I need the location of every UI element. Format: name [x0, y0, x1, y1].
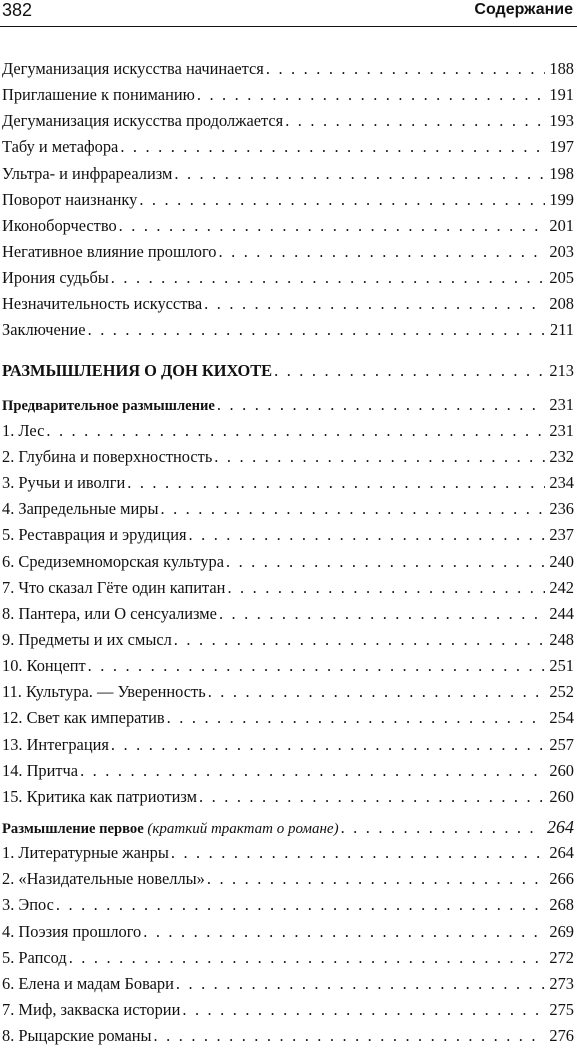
toc-entry[interactable] — [2, 418, 574, 444]
toc-entry-title: 15. Критика как патриотизм — [2, 786, 198, 806]
toc-entry[interactable] — [2, 56, 574, 82]
toc-entry[interactable] — [2, 496, 574, 522]
toc-entry-page: 231 — [549, 420, 574, 440]
toc-entry-page: 251 — [549, 656, 574, 676]
toc-entry-title: 5. Реставрация и эрудиция — [2, 525, 187, 545]
toc-entry-title: 2. Глубина и поверхностность — [2, 446, 213, 466]
toc-entry-title: Предварительное размышление — [2, 397, 215, 414]
leader-dots — [46, 418, 545, 444]
running-header — [0, 0, 577, 27]
toc-entry-title: 6. Средиземноморская культура — [2, 551, 224, 571]
toc-entry[interactable] — [2, 892, 574, 918]
leader-dots — [154, 1023, 546, 1049]
toc-entry-page: 213 — [549, 360, 574, 380]
leader-dots — [174, 627, 546, 653]
toc-entry-title: 13. Интеграция — [2, 734, 109, 754]
toc-entry-title: 5. Рапсод — [2, 947, 67, 967]
toc-entry-page: 234 — [549, 473, 574, 493]
toc-entry[interactable] — [2, 470, 574, 496]
toc-entry-title: Негативное влияние прошлого — [2, 241, 217, 261]
leader-dots — [120, 134, 545, 160]
toc-entry-page: 201 — [549, 215, 574, 235]
leader-dots — [204, 291, 545, 317]
toc-entry-page: 264 — [547, 816, 574, 837]
leader-dots — [171, 840, 546, 866]
toc-entry-title-main: Размышление первое — [2, 820, 144, 837]
toc-entry[interactable] — [2, 784, 574, 810]
leader-dots — [167, 705, 546, 731]
toc-entry[interactable] — [2, 997, 574, 1023]
toc-entry-page: 236 — [549, 499, 574, 519]
toc-entry-title: Дегуманизация искусства начинается — [2, 59, 264, 78]
toc-entry-page: 252 — [549, 682, 574, 702]
toc-entry-page: 273 — [549, 973, 574, 993]
toc-entry[interactable] — [2, 549, 574, 575]
toc-entry[interactable] — [2, 732, 574, 758]
toc-entry-subtitle: (краткий трактат о романе) — [147, 820, 339, 837]
toc-entry-title: РАЗМЫШЛЕНИЯ О ДОН КИХОТЕ — [2, 360, 273, 380]
leader-dots — [111, 265, 546, 291]
toc-entry-title: 7. Что сказал Гёте один капитан — [2, 577, 226, 597]
toc-entry-title: 8. Рыцарские романы — [2, 1026, 152, 1046]
leader-dots — [111, 732, 545, 758]
toc-entry[interactable] — [2, 575, 574, 601]
running-title: Содержание — [474, 1, 573, 18]
toc-entry-title: Ультра- и инфрареализм — [2, 163, 173, 183]
toc-entry[interactable] — [2, 239, 574, 265]
toc-entry[interactable] — [2, 291, 574, 317]
toc-entry-page: 199 — [549, 189, 574, 209]
leader-dots — [219, 601, 545, 627]
toc-entry-page: 203 — [549, 241, 574, 261]
toc-entry-page: 231 — [549, 394, 574, 414]
leader-dots — [285, 108, 545, 134]
toc-entry[interactable] — [2, 705, 574, 731]
toc-entry-page: 197 — [549, 137, 574, 157]
toc-chapter-entry[interactable] — [2, 814, 574, 840]
leader-dots — [80, 758, 545, 784]
leader-dots — [139, 187, 545, 213]
toc-entry-page: 260 — [549, 786, 574, 806]
toc-entry[interactable] — [2, 213, 574, 239]
leader-dots — [217, 392, 546, 418]
toc-entry[interactable] — [2, 653, 574, 679]
leader-dots — [227, 575, 545, 601]
toc-group-dehumanization — [2, 56, 574, 344]
toc-entry[interactable] — [2, 134, 574, 160]
toc-entry-title: Заключение — [2, 320, 86, 340]
toc-entry[interactable] — [2, 919, 574, 945]
toc-entry[interactable] — [2, 1023, 574, 1049]
toc-part-entry[interactable] — [2, 358, 574, 384]
toc-entry-page: 269 — [549, 921, 574, 941]
toc-entry-page: 237 — [549, 525, 574, 545]
leader-dots — [143, 919, 545, 945]
toc-entry-title: 1. Лес — [2, 420, 45, 440]
toc-entry[interactable] — [2, 971, 574, 997]
toc-entry-title: 10. Концепт — [2, 656, 86, 676]
leader-dots — [199, 784, 545, 810]
toc-entry-page: 193 — [549, 111, 574, 131]
toc-entry[interactable] — [2, 265, 574, 291]
toc-entry[interactable] — [2, 161, 574, 187]
toc-entry[interactable] — [2, 187, 574, 213]
toc-entry[interactable] — [2, 522, 574, 548]
toc-entry[interactable] — [2, 866, 574, 892]
toc-entry-page: 248 — [549, 629, 574, 649]
leader-dots — [208, 679, 546, 705]
toc-entry-title: 3. Эпос — [2, 895, 54, 915]
leader-dots — [266, 56, 546, 82]
toc-entry-page: 244 — [549, 603, 574, 623]
leader-dots — [274, 358, 545, 384]
toc-entry-page: 264 — [549, 843, 574, 863]
table-of-contents — [2, 56, 574, 1049]
leader-dots — [88, 317, 546, 343]
leader-dots — [160, 496, 545, 522]
toc-entry-title: 2. «Назидательные новеллы» — [2, 869, 205, 889]
leader-dots — [176, 971, 546, 997]
leader-dots — [56, 892, 546, 918]
toc-entry-page: 240 — [549, 551, 574, 571]
leader-dots — [189, 522, 546, 548]
toc-entry-title: 14. Притча — [2, 760, 79, 780]
toc-entry-title: 9. Предметы и их смысл — [2, 629, 172, 649]
leader-dots — [119, 213, 546, 239]
leader-dots — [207, 866, 546, 892]
toc-entry-title: 4. Поэзия прошлого — [2, 921, 142, 941]
toc-entry-title: 6. Елена и мадам Бовари — [2, 973, 174, 993]
leader-dots — [69, 945, 546, 971]
leader-dots — [219, 239, 546, 265]
leader-dots — [88, 653, 546, 679]
toc-group-preliminary — [2, 418, 574, 810]
toc-entry-page: 191 — [549, 85, 574, 105]
toc-entry[interactable] — [2, 840, 574, 866]
toc-entry-title: Ирония судьбы — [2, 268, 109, 288]
toc-entry-title: 8. Пантера, или О сенсуализме — [2, 603, 217, 623]
toc-entry-page: 257 — [549, 734, 574, 754]
toc-entry-page: 268 — [549, 895, 574, 915]
toc-entry-title: Приглашение к пониманию — [2, 85, 195, 105]
toc-entry-page: 211 — [550, 320, 574, 340]
toc-entry[interactable] — [2, 758, 574, 784]
toc-entry[interactable] — [2, 82, 574, 108]
leader-dots — [182, 997, 545, 1023]
toc-entry-title — [2, 816, 339, 842]
toc-entry[interactable] — [2, 601, 574, 627]
toc-entry-title: Поворот наизнанку — [2, 189, 138, 209]
toc-entry[interactable] — [2, 945, 574, 971]
toc-entry-page: 188 — [549, 59, 574, 78]
leader-dots — [214, 444, 545, 470]
toc-entry-title: Незначительность искусства — [2, 294, 203, 314]
leader-dots — [197, 82, 546, 108]
toc-entry-title: 1. Литературные жанры — [2, 843, 169, 863]
toc-entry-page: 205 — [549, 268, 574, 288]
toc-entry-page: 276 — [549, 1026, 574, 1046]
toc-chapter-entry[interactable] — [2, 392, 574, 418]
page-number: 382 — [2, 0, 33, 20]
toc-entry-page: 242 — [549, 577, 574, 597]
toc-entry-title: 4. Запредельные миры — [2, 499, 159, 519]
toc-group-first — [2, 840, 574, 1049]
leader-dots — [226, 549, 545, 575]
toc-entry[interactable] — [2, 679, 574, 705]
toc-entry-title: 12. Свет как императив — [2, 708, 165, 728]
toc-entry-title: Табу и метафора — [2, 137, 119, 157]
toc-entry[interactable] — [2, 627, 574, 653]
toc-entry-title: 7. Миф, закваска истории — [2, 999, 181, 1019]
toc-entry-page: 254 — [549, 708, 574, 728]
toc-entry[interactable] — [2, 108, 574, 134]
toc-entry-title: Дегуманизация искусства продолжается — [2, 111, 284, 131]
toc-entry-page: 232 — [549, 446, 574, 466]
toc-entry-page: 266 — [549, 869, 574, 889]
toc-entry[interactable] — [2, 317, 574, 343]
toc-entry-page: 275 — [549, 999, 574, 1019]
toc-entry-page: 272 — [549, 947, 574, 967]
toc-entry-page: 260 — [549, 760, 574, 780]
toc-entry-title: 11. Культура. — Уверенность — [2, 682, 206, 702]
toc-entry-title: 3. Ручьи и иволги — [2, 473, 126, 493]
toc-entry-title: Иконоборчество — [2, 215, 117, 235]
leader-dots — [127, 470, 545, 496]
leader-dots — [174, 161, 545, 187]
toc-entry-page: 208 — [549, 294, 574, 314]
toc-entry[interactable] — [2, 444, 574, 470]
leader-dots — [341, 815, 543, 841]
toc-entry-page: 198 — [549, 163, 574, 183]
